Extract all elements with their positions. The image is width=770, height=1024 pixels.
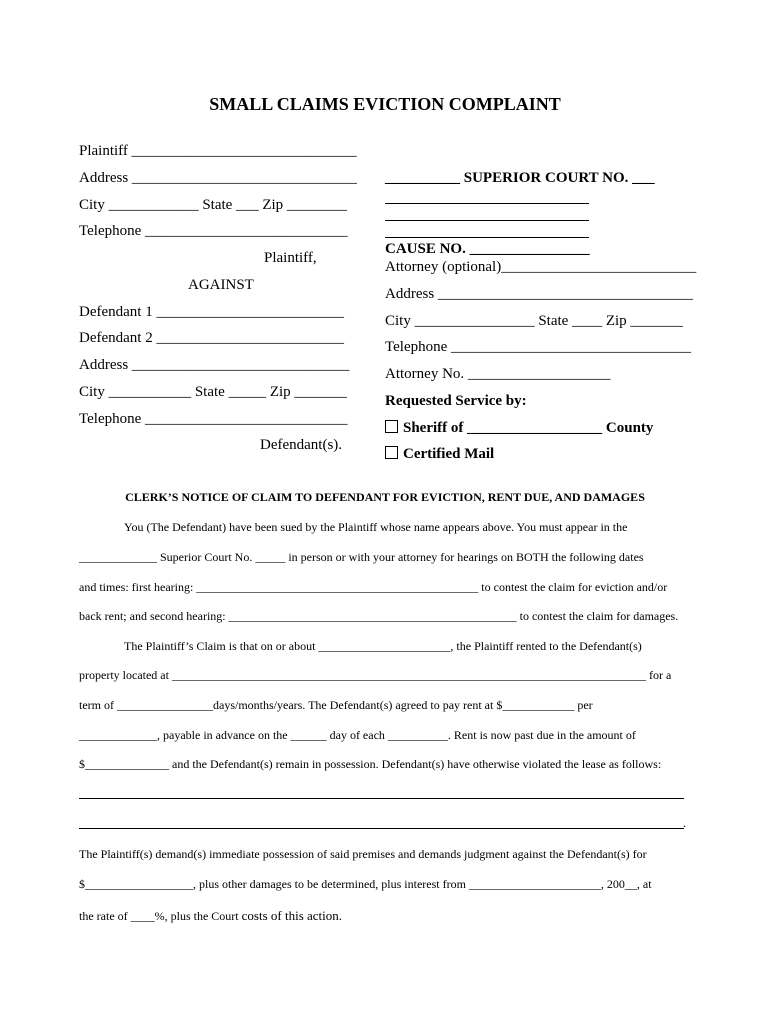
against-label: AGAINST — [188, 277, 254, 293]
requested-service-label: Requested Service by: — [385, 393, 527, 409]
defendant1-field[interactable]: Defendant 1 _________________________ — [79, 304, 344, 320]
plaintiff-field[interactable]: Plaintiff ______________________________ — [79, 143, 357, 159]
sheriff-option[interactable] — [385, 420, 653, 437]
plaintiff-role-label: Plaintiff, — [264, 250, 317, 266]
plaintiff-city-state-zip-field[interactable]: City ____________ State ___ Zip ________ — [79, 197, 347, 213]
claim-paragraph-line-2[interactable]: property located at _______________________________________________________________________________ for a — [79, 668, 672, 682]
attorney-field[interactable]: Attorney (optional)__________________________ — [385, 259, 697, 275]
notice-paragraph-1-line-1: You (The Defendant) have been sued by the Plaintiff whose name appears above. You must appear in the — [124, 520, 628, 534]
attorney-address-field[interactable]: Address __________________________________ — [385, 286, 693, 302]
attorney-city-state-zip-field[interactable]: City ________________ State ____ Zip _______ — [385, 313, 683, 329]
defendant-city-state-zip-field[interactable]: City ___________ State _____ Zip _______ — [79, 384, 347, 400]
sheriff-label: Sheriff of __________________ County — [403, 420, 654, 436]
court-blank-line-3[interactable] — [385, 237, 589, 238]
claim-paragraph-line-1[interactable]: The Plaintiff’s Claim is that on or about ______________________, the Plaintiff rented to the Defendant(s) — [124, 639, 642, 653]
court-rate-text: the rate of ____%, plus the Court — [79, 909, 242, 923]
defendant-address-field[interactable]: Address _____________________________ — [79, 357, 350, 373]
sheriff-checkbox[interactable] — [385, 420, 398, 433]
defendant-telephone-field[interactable]: Telephone ___________________________ — [79, 411, 348, 427]
certified-mail-label: Certified Mail — [403, 446, 495, 462]
claim-paragraph-line-5[interactable]: $______________ and the Defendant(s) remain in possession. Defendant(s) have otherwise violated the lease as follows: — [79, 757, 662, 771]
attorney-number-field[interactable]: Attorney No. ___________________ — [385, 366, 611, 382]
notice-paragraph-1-line-2[interactable]: _____________ Superior Court No. _____ in person or with your attorney for hearings on BOTH the following dates — [79, 550, 644, 564]
page-title: SMALL CLAIMS EVICTION COMPLAINT — [209, 94, 561, 114]
notice-paragraph-1-line-4[interactable]: back rent; and second hearing: ________________________________________________ to contest the claim for damages. — [79, 609, 679, 623]
defendants-role-label: Defendant(s). — [260, 437, 343, 453]
certified-mail-option[interactable] — [385, 446, 494, 463]
claim-paragraph-line-3[interactable]: term of ________________days/months/years. The Defendant(s) agreed to pay rent at $____________ per — [79, 698, 593, 712]
defendant2-field[interactable]: Defendant 2 _________________________ — [79, 330, 344, 346]
superior-court-field[interactable]: __________ SUPERIOR COURT NO. ___ — [385, 170, 655, 186]
notice-paragraph-1-line-3[interactable]: and times: first hearing: _______________________________________________ to contest the claim for eviction and/or — [79, 580, 668, 594]
attorney-telephone-field[interactable]: Telephone ________________________________ — [385, 339, 692, 355]
court-blank-line-1[interactable] — [385, 203, 589, 204]
court-blank-line-2[interactable] — [385, 220, 589, 221]
lease-violation-line-2[interactable] — [79, 828, 684, 829]
violation-period: . — [683, 816, 686, 830]
cause-number-field[interactable]: CAUSE NO. ________________ — [385, 241, 590, 257]
demand-paragraph-line-1: The Plaintiff(s) demand(s) immediate possession of said premises and demands judgment against the Defendant(s) for — [79, 847, 647, 861]
costs-text: costs of this action. — [241, 908, 343, 923]
plaintiff-telephone-field[interactable]: Telephone ___________________________ — [79, 223, 348, 239]
plaintiff-address-field[interactable]: Address ______________________________ — [79, 170, 357, 186]
demand-paragraph-line-3[interactable] — [79, 907, 342, 925]
certified-mail-checkbox[interactable] — [385, 446, 398, 459]
demand-paragraph-line-2[interactable]: $__________________, plus other damages to be determined, plus interest from ______________________, 200__, at — [79, 877, 652, 891]
notice-heading: CLERK’S NOTICE OF CLAIM TO DEFENDANT FOR EVICTION, RENT DUE, AND DAMAGES — [125, 490, 645, 504]
claim-paragraph-line-4[interactable]: _____________, payable in advance on the ______ day of each __________. Rent is now past due in the amount of — [79, 728, 636, 742]
lease-violation-line-1[interactable] — [79, 798, 684, 799]
